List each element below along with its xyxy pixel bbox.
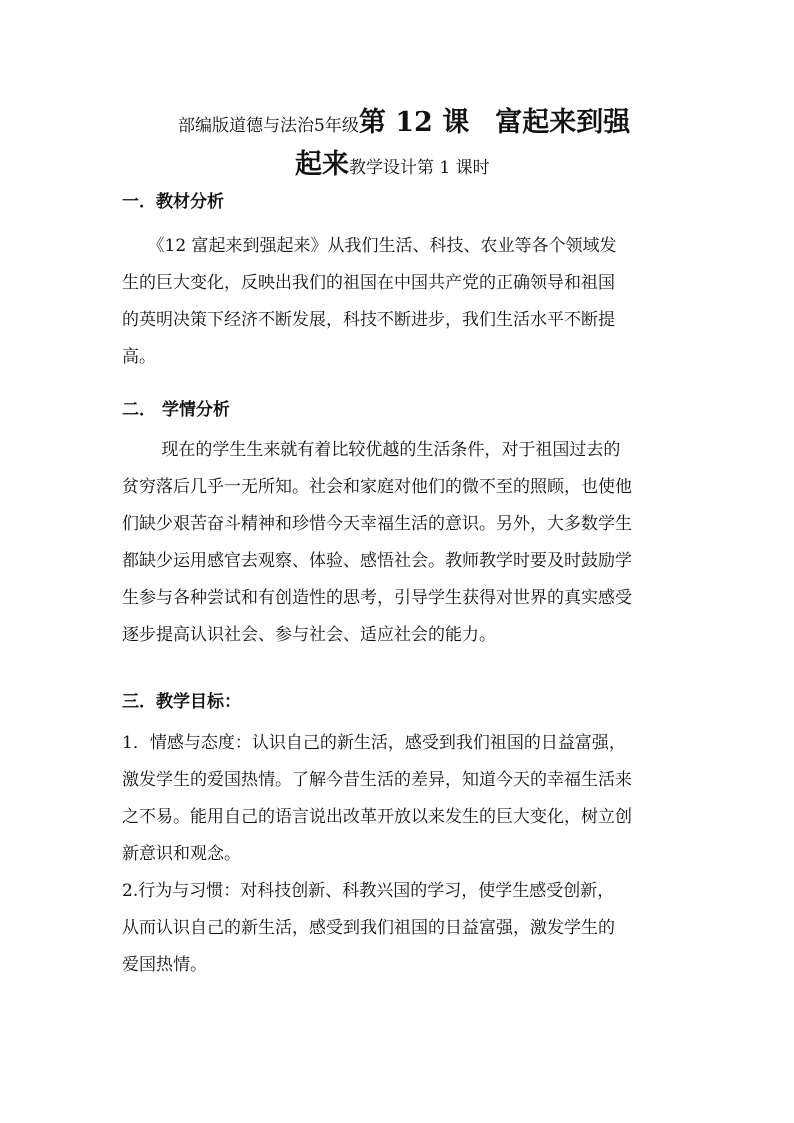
doc-title-lesson-name-part-2: 起来 — [295, 149, 349, 180]
doc-title-lesson-number: 第 12 课 — [358, 107, 470, 138]
paragraph-line: 生的巨大变化，反映出我们的祖国在中国共产党的正确领导和祖国 — [122, 273, 615, 293]
paragraph-line: 高。 — [122, 347, 156, 367]
paragraph-line: 逐步提高认识社会、参与社会、适应社会的能力。 — [122, 625, 496, 645]
paragraph-line: 新意识和观念。 — [122, 844, 241, 864]
paragraph-line: 《12 富起来到强起来》从我们生活、科技、农业等各个领域发 — [122, 236, 617, 256]
paragraph-line: 们缺少艰苦奋斗精神和珍惜今天幸福生活的意识。另外，大多数学生 — [122, 514, 632, 534]
paragraph-line: 生参与各种尝试和有创造性的思考，引导学生获得对世界的真实感受 — [122, 588, 632, 608]
section-heading-teaching-objectives: 三．教学目标： — [122, 692, 241, 712]
doc-title-prefix: 部编版道德与法治5年级 — [178, 116, 359, 136]
section-heading-student-analysis: 二． 学情分析 — [122, 400, 230, 420]
paragraph-line: 1．情感与态度：认识自己的新生活，感受到我们祖国的日益富强， — [122, 733, 626, 753]
section-body-teaching-objectives — [122, 725, 678, 984]
paragraph-line: 都缺少运用感官去观察、体验、感悟社会。教师教学时要及时鼓励学 — [122, 551, 632, 571]
paragraph-line: 激发学生的爱国热情。了解今昔生活的差异，知道今天的幸福生活来 — [122, 770, 632, 790]
paragraph-line: 贫穷落后几乎一无所知。社会和家庭对他们的微不至的照顾，也使他 — [122, 477, 632, 497]
doc-title-line-2 — [295, 142, 715, 181]
section-heading-textbook-analysis: 一．教材分析 — [122, 192, 224, 212]
paragraph-line: 2.行为与习惯：对科技创新、科教兴国的学习，使学生感受创新， — [122, 881, 615, 901]
paragraph-line: 爱国热情。 — [122, 955, 207, 975]
section-body-textbook-analysis — [122, 228, 678, 376]
paragraph-line: 从而认识自己的新生活，感受到我们祖国的日益富强，激发学生的 — [122, 918, 615, 938]
paragraph-line: 现在的学生生来就有着比较优越的生活条件，对于祖国过去的 — [122, 440, 621, 460]
paragraph-line: 之不易。能用自己的语言说出改革开放以来发生的巨大变化，树立创 — [122, 807, 632, 827]
section-body-student-analysis — [122, 432, 678, 654]
doc-title-suffix: 教学设计第 1 课时 — [349, 158, 490, 178]
paragraph-line: 的英明决策下经济不断发展，科技不断进步，我们生活水平不断提 — [122, 310, 615, 330]
doc-title-line-1 — [178, 100, 698, 139]
doc-title-lesson-name-part-1: 富起来到强 — [495, 107, 631, 138]
